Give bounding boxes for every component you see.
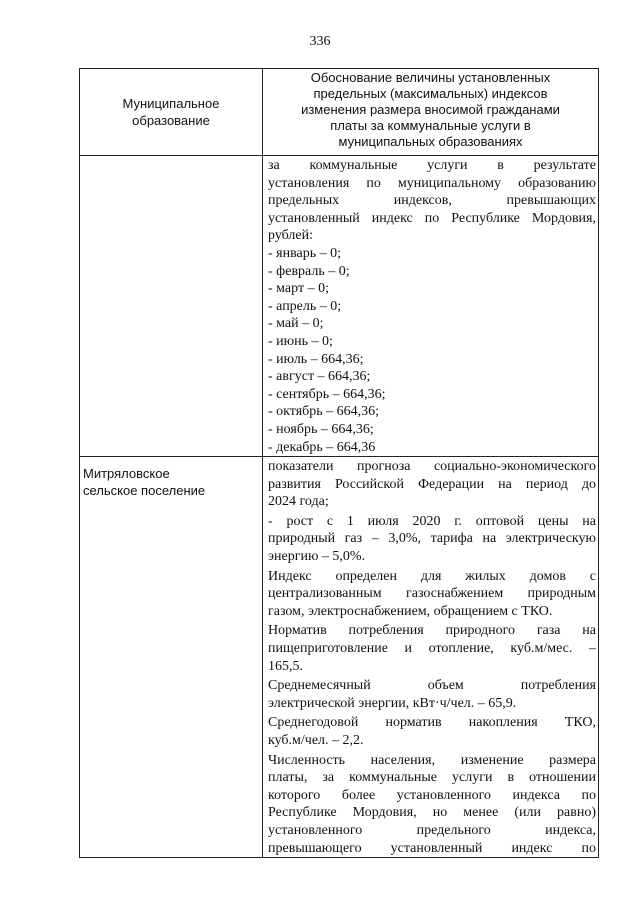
text-line: установленный индекс по Республике Мордовия, (268, 210, 596, 226)
text-line: платы, за коммунальные услуги в отношении (268, 770, 596, 786)
month-amount-item: - август – 664,36; (268, 369, 371, 385)
text-line: превышающего установленный индекс по (268, 840, 596, 856)
text-line: пищеприготовление и отопление, куб.м/мес. – (268, 641, 596, 657)
text-line: 2024 года; (268, 494, 329, 510)
monthly-amounts-list (268, 245, 596, 456)
table-header-row (80, 69, 599, 156)
header-justification-line: Обоснование величины установленных (310, 70, 551, 85)
text-line: установленного предельного индекса, (268, 822, 596, 838)
month-amount-item: - июль – 664,36; (268, 351, 364, 367)
text-line: электрической энергии, кВт·ч/чел. – 65,9. (268, 695, 517, 711)
paragraph (268, 714, 596, 749)
month-amount-item: - июнь – 0; (268, 333, 333, 349)
text-line: Среднемесячный объем потребления (268, 678, 596, 694)
text-line: - рост с 1 июля 2020 г. оптовой цены на (268, 513, 596, 529)
header-justification-line: предельных (максимальных) индексов (313, 86, 548, 101)
municipality-name (80, 156, 262, 164)
text-line: Среднегодовой норматив накопления ТКО, (268, 715, 596, 731)
text-line: Норматив потребления природного газа на (268, 623, 596, 639)
paragraph (268, 622, 596, 675)
table-row (80, 156, 599, 457)
municipality-name-line: Митряловское (83, 466, 170, 482)
justification-text (268, 157, 596, 245)
text-line: 165,5. (268, 658, 303, 674)
text-line: которого более установленного индекса по (268, 787, 596, 803)
text-line: рублей: (268, 228, 313, 244)
month-amount-item: - сентябрь – 664,36; (268, 386, 386, 402)
text-line: природный газ – 3,0%, тарифа на электрическую (268, 531, 596, 547)
text-line: газом, электроснабжением, обращением с ТКО. (268, 603, 553, 619)
text-line: Республике Мордовия, но менее (или равно) (268, 805, 596, 821)
municipality-cell (80, 156, 263, 457)
text-line: Численность населения, изменение размера (268, 752, 596, 768)
month-amount-item: - апрель – 0; (268, 298, 342, 314)
paragraph (268, 568, 596, 621)
header-justification (263, 69, 599, 156)
text-line: за коммунальные услуги в результате (268, 158, 596, 173)
header-municipality (80, 69, 263, 156)
month-amount-item: - февраль – 0; (268, 263, 350, 279)
text-line: централизованным газоснабжением природным (268, 586, 596, 602)
text-line: показатели прогноза социально-экономического (268, 459, 596, 475)
month-amount-item: - январь – 0; (268, 245, 342, 261)
header-justification-line: муниципальных образованиях (338, 134, 523, 149)
justification-cell (263, 457, 599, 858)
month-amount-item: - декабрь – 664,36 (268, 439, 376, 455)
paragraph (268, 513, 596, 566)
text-line: куб.м/чел. – 2,2. (268, 733, 364, 748)
text-line: энергию – 5,0%. (268, 549, 366, 565)
header-justification-line: изменения размера вносимой гражданами (301, 102, 560, 117)
justification-cell (263, 156, 599, 457)
text-line: Индекс определен для жилых домов с (268, 568, 596, 584)
municipality-cell (80, 457, 263, 858)
text-line: предельных индексов, превышающих (268, 193, 596, 209)
text-line: установления по муниципальному образованию (268, 175, 596, 191)
table-row (80, 457, 599, 858)
header-municipality-line: Муниципальное (122, 96, 220, 111)
header-justification-line: платы за коммунальные услуги в (330, 118, 531, 133)
month-amount-item: - октябрь – 664,36; (268, 404, 380, 420)
municipality-name (80, 457, 262, 499)
header-municipality-line: образование (132, 113, 210, 128)
paragraph (268, 752, 596, 858)
month-amount-item: - май – 0; (268, 316, 324, 332)
month-amount-item: - ноябрь – 664,36; (268, 421, 374, 437)
paragraph (268, 458, 596, 511)
page-number: 336 (309, 34, 331, 49)
justification-text (268, 458, 596, 857)
text-line: развития Российской Федерации на период до (268, 476, 596, 492)
tariff-table (79, 68, 599, 858)
month-amount-item: - март – 0; (268, 281, 329, 297)
municipality-name-line: сельское поселение (83, 483, 206, 499)
paragraph (268, 677, 596, 712)
